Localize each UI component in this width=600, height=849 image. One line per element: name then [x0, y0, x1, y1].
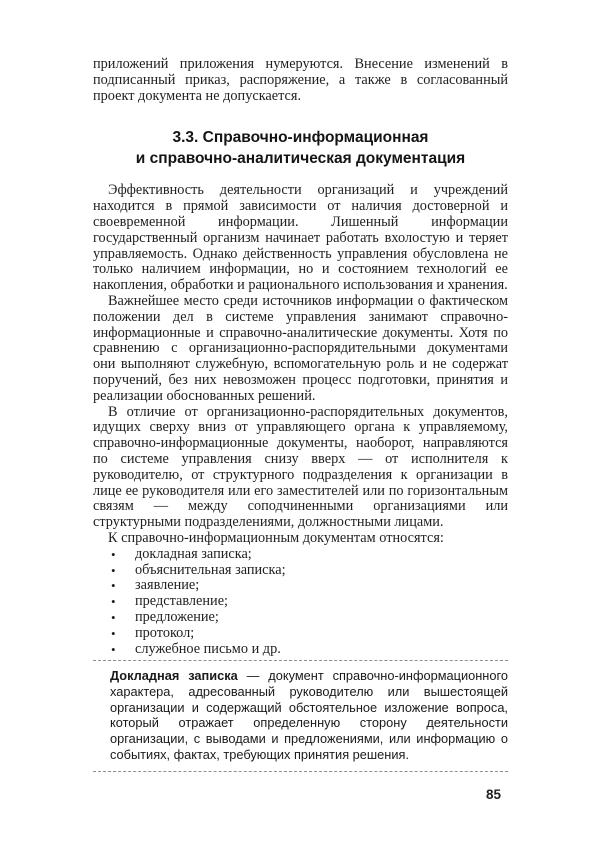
bullet-icon: • [111, 546, 116, 562]
document-types-list [93, 547, 508, 658]
list-item-label: протокол; [135, 624, 195, 641]
list-item [93, 578, 508, 594]
paragraph-effectiveness: Эффективность деятельности организаций и учреждений находится в прямой зависимости от наличия достоверной и своевременной информации. Лишенный информации государственный организм начинает работать вхолостую и теряет управляемость. Однако действенность управления обусловлена не только наличием информации, но и состоянием технологий ее накопления, обработки и рационального использования и хранения. [93, 182, 508, 294]
bullet-icon: • [111, 625, 116, 641]
intro-paragraph: приложений приложения нумеруются. Внесение изменений в подписанный приказ, распоряжение, а также в согласованный проект документа не допускается. [93, 56, 508, 104]
definition-term: Докладная записка [110, 668, 238, 684]
paragraph-list-lead-in: К справочно-информационным документам относятся: [108, 529, 444, 546]
section-heading-line2: и справочно-аналитическая документация [135, 149, 466, 167]
section-heading-line1: 3.3. Справочно-информационная [172, 129, 429, 147]
list-item-label: заявление; [135, 577, 200, 594]
definition-block [93, 660, 508, 771]
page-number: 85 [485, 786, 501, 802]
list-item [93, 594, 508, 610]
paragraph-information-sources: Важнейшее место среди источников информации о фактическом положении дел в системе управления занимают справочно-информационные и справочно-аналитические документы. Хотя по сравнению с организационно-распорядительными документами они выполняют служебную, вспомогательную роль и не содержат поручений, без них невозможен процесс подготовки, принятия и реализации обоснованных решений. [93, 292, 508, 404]
list-item [93, 642, 508, 658]
list-item [93, 610, 508, 626]
list-item-label: представление; [135, 593, 229, 610]
bullet-icon: • [111, 609, 116, 625]
list-item-label: докладная записка; [135, 545, 252, 562]
bullet-icon: • [111, 594, 116, 610]
bullet-icon: • [111, 578, 116, 594]
list-item [93, 563, 508, 579]
list-item-label: предложение; [135, 608, 219, 625]
bullet-icon: • [111, 562, 116, 578]
list-item-label: служебное письмо и др. [135, 640, 281, 657]
definition-text [110, 668, 508, 762]
paragraph-document-direction: В отличие от организационно-распорядительных документов, идущих сверху вниз от управляющего органа к управляемому, справочно-информационные документы, наоборот, направляются по системе управления снизу вверх — от исполнителя к руководителю, от структурного подразделения к организации в лице ее руководителя или его заместителей или по горизонтальным связям — между соподчиненными организациями или структурными подразделениями, должностными лицами. [93, 403, 508, 531]
definition-body: — документ справочно-информационного характера, адресованный руководителю или вышестоящей организации и содержащий обстоятельное изложение вопроса, который отражает определенную сторону деятельности организации, с выводами и предложениями, или информацию о событиях, фактах, требующих принятия решения. [110, 668, 508, 762]
list-item-label: объяснительная записка; [135, 561, 286, 578]
list-item [93, 626, 508, 642]
section-heading [93, 128, 508, 169]
list-item [93, 547, 508, 563]
bullet-icon: • [111, 641, 116, 657]
